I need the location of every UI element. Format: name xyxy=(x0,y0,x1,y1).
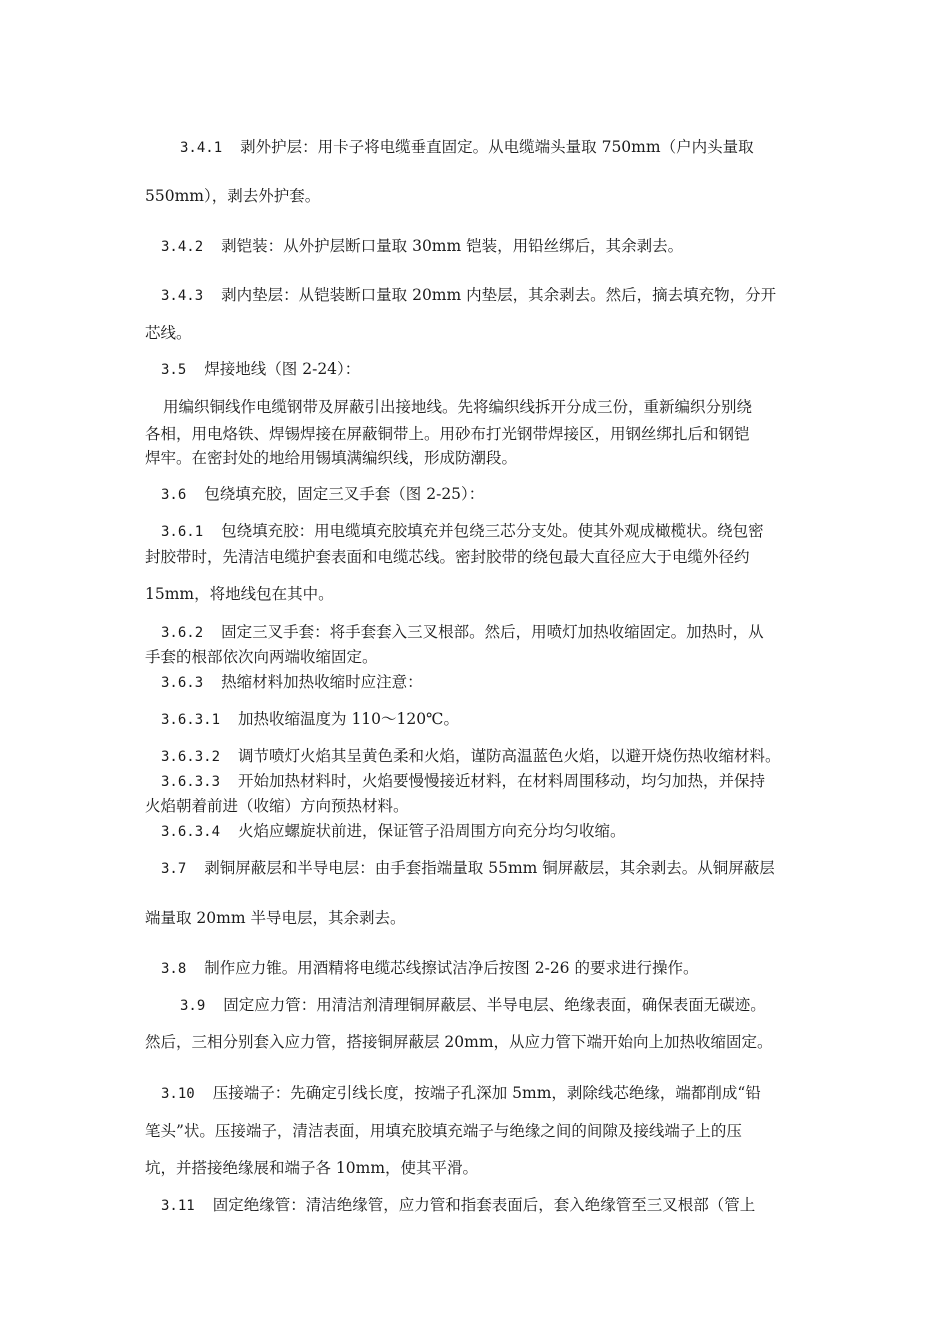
item-3-6-3-4: 3.6.3.4 火焰应螺旋状前进，保证管子沿周围方向充分均匀收缩。 xyxy=(161,822,626,840)
para-3-9-line-2: 然后，三相分别套入应力管，搭接铜屏蔽层 20mm，从应力管下端开始向上加热收缩固定。 xyxy=(145,1033,773,1051)
para-3-4-3-line-2: 芯线。 xyxy=(145,324,192,342)
item-3-6-3-3-line-2: 火焰朝着前进（收缩）方向预热材料。 xyxy=(145,797,409,815)
para-3-6-1-line-2: 封胶带时，先清洁电缆护套表面和电缆芯线。密封胶带的绕包最大直径应大于电缆外径约 xyxy=(145,548,750,566)
para-3-8: 3.8 制作应力锥。用酒精将电缆芯线擦试洁净后按图 2-26 的要求进行操作。 xyxy=(161,959,699,977)
para-3-7-line-2: 端量取 20mm 半导电层，其余剥去。 xyxy=(145,909,406,927)
heading-3-5: 3.5 焊接地线（图 2-24）： xyxy=(161,360,361,378)
para-3-10-line-2: 笔头”状。压接端子，清洁表面，用填充胶填充端子与绝缘之间的间隙及接线端子上的压 xyxy=(145,1122,742,1140)
para-3-10-line-3: 坑，并搭接绝缘展和端子各 10mm，使其平滑。 xyxy=(145,1159,479,1177)
heading-3-6-3: 3.6.3 热缩材料加热收缩时应注意： xyxy=(161,673,423,691)
para-3-5-line-2: 各相，用电烙铁、焊锡焊接在屏蔽铜带上。用砂布打光钢带焊接区，用钢丝绑扎后和钢铠 xyxy=(145,425,750,443)
para-3-6-2-line-1: 3.6.2 固定三叉手套：将手套套入三叉根部。然后，用喷灯加热收缩固定。加热时，从 xyxy=(161,623,764,641)
para-3-6-1-line-3: 15mm，将地线包在其中。 xyxy=(145,585,334,603)
para-3-4-3-line-1: 3.4.3 剥内垫层：从铠装断口量取 20mm 内垫层，其余剥去。然后，摘去填充物，分开 xyxy=(161,286,777,304)
item-3-6-3-3-line-1: 3.6.3.3 开始加热材料时，火焰要慢慢接近材料，在材料周围移动，均匀加热，并保持 xyxy=(161,772,766,790)
para-3-4-1-line-1: 3.4.1 剥外护层：用卡子将电缆垂直固定。从电缆端头量取 750mm（户内头量取 xyxy=(180,138,754,156)
para-3-7-line-1: 3.7 剥铜屏蔽层和半导电层：由手套指端量取 55mm 铜屏蔽层，其余剥去。从铜屏蔽层 xyxy=(161,859,775,877)
heading-3-6: 3.6 包绕填充胶，固定三叉手套（图 2-25）： xyxy=(161,485,485,503)
para-3-4-2: 3.4.2 剥铠装：从外护层断口量取 30mm 铠装，用铅丝绑后，其余剥去。 xyxy=(161,237,684,255)
para-3-5-line-3: 焊牢。在密封处的地给用锡填满编织线，形成防潮段。 xyxy=(145,449,518,467)
para-3-4-1-line-2: 550mm），剥去外护套。 xyxy=(145,187,321,205)
para-3-6-2-line-2: 手套的根部依次向两端收缩固定。 xyxy=(145,648,378,666)
item-3-6-3-1: 3.6.3.1 加热收缩温度为 110～120℃。 xyxy=(161,710,459,728)
para-3-10-line-1: 3.10 压接端子：先确定引线长度，按端子孔深加 5mm，剥除线芯绝缘，端都削成“铅 xyxy=(161,1084,761,1102)
para-3-9-line-1: 3.9 固定应力管：用清洁剂清理铜屏蔽层、半导电层、绝缘表面，确保表面无碳迹。 xyxy=(180,996,766,1014)
para-3-6-1-line-1: 3.6.1 包绕填充胶：用电缆填充胶填充并包绕三芯分支处。使其外观成橄榄状。绕包密 xyxy=(161,522,764,540)
para-3-5-line-1: 用编织铜线作电缆钢带及屏蔽引出接地线。先将编织线拆开分成三份，重新编织分别绕 xyxy=(163,398,753,416)
para-3-11-line-1: 3.11 固定绝缘管：清洁绝缘管，应力管和指套表面后，套入绝缘管至三叉根部（管上 xyxy=(161,1196,756,1214)
item-3-6-3-2: 3.6.3.2 调节喷灯火焰其呈黄色柔和火焰，谨防高温蓝色火焰，以避开烧伤热收缩材料。 xyxy=(161,747,781,765)
